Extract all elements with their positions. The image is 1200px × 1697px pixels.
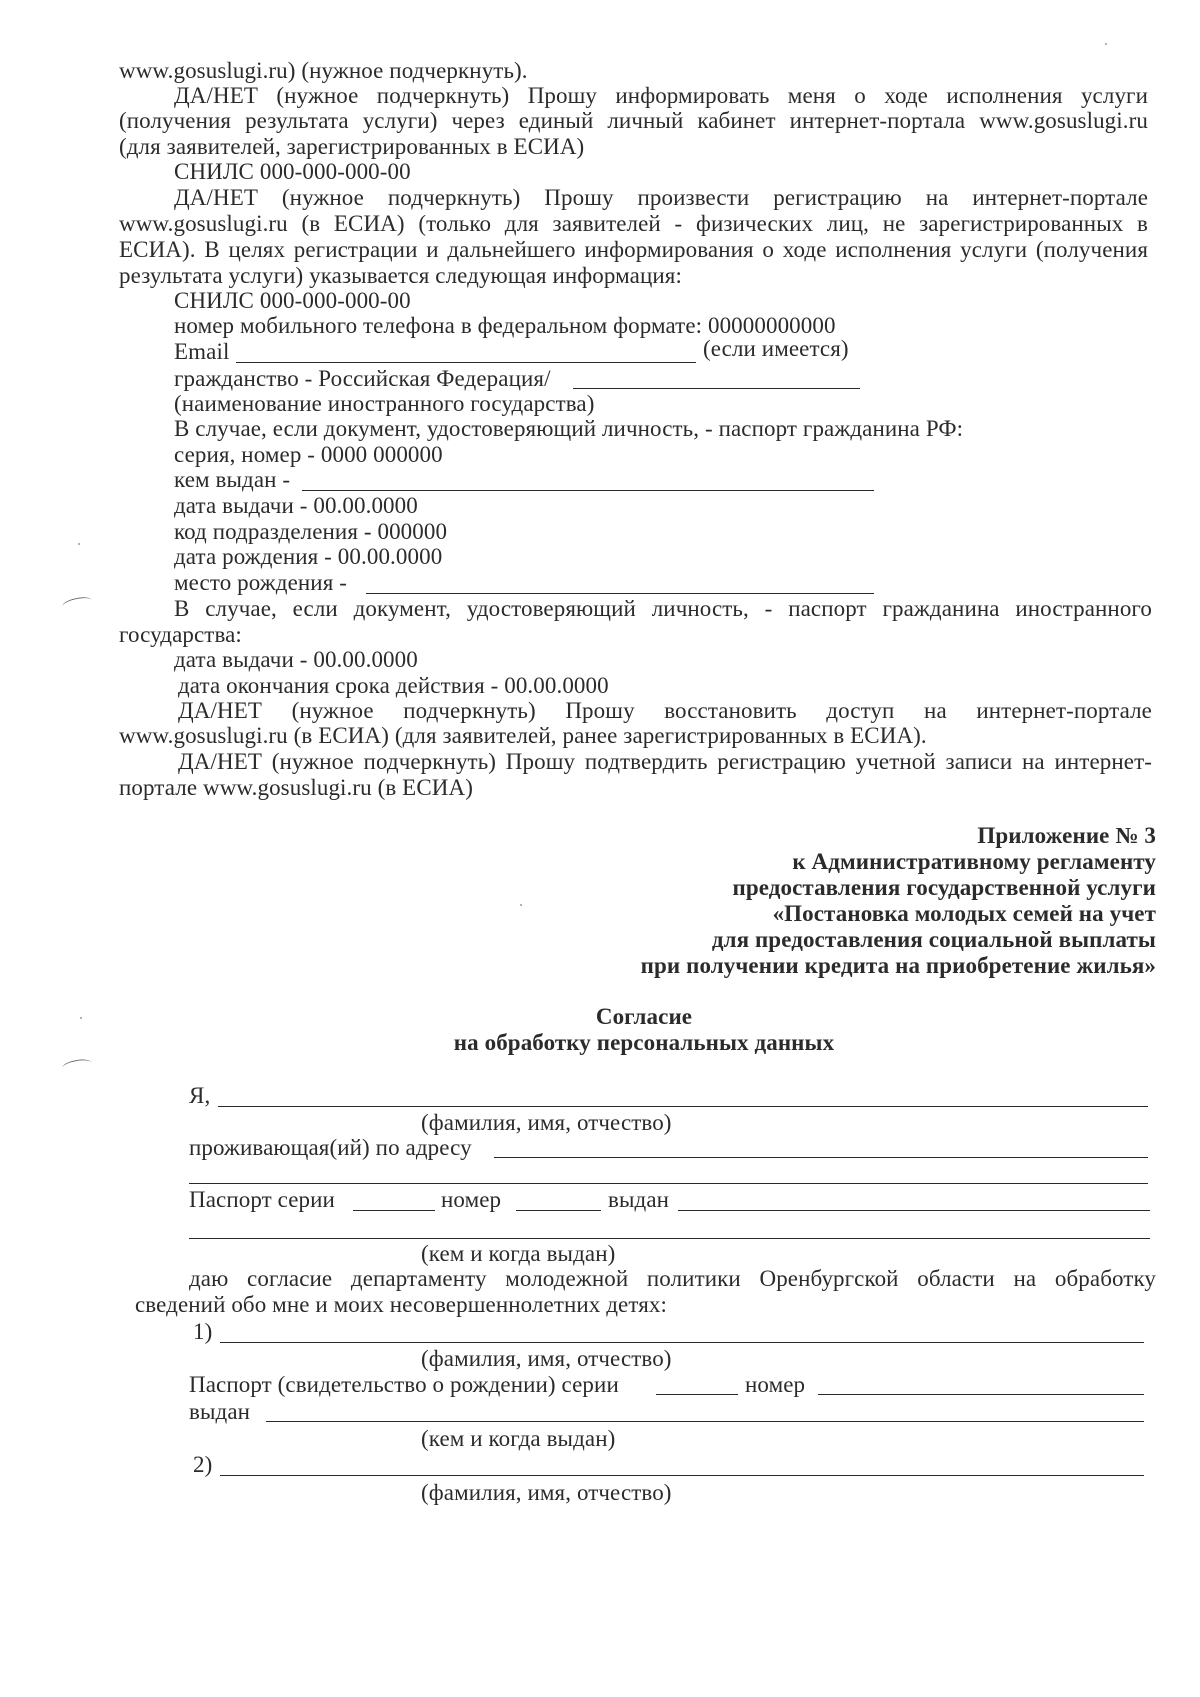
child-2-number: 2) [193,1452,213,1477]
text-line: дата выдачи - 00.00.0000 [174,493,418,518]
child-issued-label: выдан [189,1399,251,1424]
address-label: проживающая(ий) по адресу [189,1135,472,1160]
appendix-number: Приложение № 3 [977,823,1156,848]
text-line: (получения результата услуги) через единый личный кабинет интернет-портала www.gosuslugi.ru [119,108,1148,133]
appendix-line: к Административному регламенту [792,849,1156,874]
text-line: ДА/НЕТ (нужное подчеркнуть) Прошу произвести регистрацию на интернет-портале [174,185,1148,210]
field-caption: (кем и когда выдан) [421,1241,616,1266]
scan-mark [61,595,93,612]
text-line: дата выдачи - 00.00.0000 [174,647,418,672]
consent-title: Согласие [595,1004,693,1029]
applicant-name-field[interactable] [218,1106,1148,1107]
text-line: код подразделения - 000000 [174,519,448,544]
passport-issued-field-continuation[interactable] [189,1238,1150,1239]
scan-mark [61,1057,92,1073]
scan-speck [520,904,522,906]
text-line: номер мобильного телефона в федеральном формате: 00000000000 [174,313,836,338]
text-line: серия, номер - 0000 000000 [174,442,443,467]
appendix-line: предоставления государственной услуги [732,875,1156,900]
citizenship-blank-line [573,388,860,389]
text-line: СНИЛС 000-000-000-00 [174,159,411,184]
child-doc-series-label: Паспорт (свидетельство о рождении) серии [189,1372,619,1397]
text-line: ДА/НЕТ (нужное подчеркнуть) Прошу восстановить доступ на интернет-портале [178,698,1152,723]
text-line: СНИЛС 000-000-000-00 [174,288,411,313]
birthplace-blank-line [366,593,874,594]
scan-speck [1105,43,1107,45]
text-line: портале www.gosuslugi.ru (в ЕСИА) [119,775,473,800]
passport-series-field[interactable] [353,1210,435,1211]
issued-by-label: кем выдан - [174,467,291,492]
field-caption: (фамилия, имя, отчество) [421,1480,672,1505]
appendix-line: «Постановка молодых семей на учет [772,901,1156,926]
text-line: В случае, если документ, удостоверяющий личность, - паспорт гражданина иностранного [174,596,1152,621]
scan-speck [80,1017,82,1019]
text-line: результата услуги) указывается следующая информация: [119,263,682,288]
child-1-number: 1) [193,1319,213,1344]
consent-subtitle: на обработку персональных данных [453,1030,835,1055]
child-2-name-field[interactable] [220,1475,1144,1476]
child-doc-number-label: номер [745,1372,806,1397]
text-line: www.gosuslugi.ru (в ЕСИА) (для заявителей, ранее зарегистрированных в ЕСИА). [119,723,927,748]
citizenship-label: гражданство - Российская Федерация/ [174,366,551,391]
text-line: дата окончания срока действия - 00.00.0000 [178,673,609,698]
passport-issued-label: выдан [608,1187,670,1212]
child-doc-number-field[interactable] [818,1394,1144,1395]
address-field[interactable] [494,1157,1148,1158]
text-line: www.gosuslugi.ru) (нужное подчеркнуть). [119,58,528,83]
passport-number-field[interactable] [516,1210,601,1211]
child-1-name-field[interactable] [220,1342,1144,1343]
address-field-continuation[interactable] [189,1183,1148,1184]
text-line: (если имеется) [703,336,849,361]
text-line: дата рождения - 00.00.0000 [174,544,443,569]
scan-speck [78,543,80,545]
birthplace-label: место рождения - [174,570,347,595]
text-line: (для заявителей, зарегистрированных в ЕСИА) [119,134,585,159]
text-line: государства: [119,622,242,647]
appendix-line: при получении кредита на приобретение жилья» [640,953,1156,978]
field-caption: (фамилия, имя, отчество) [421,1346,672,1371]
text-line: сведений обо мне и моих несовершеннолетних детях: [135,1292,667,1317]
passport-number-label: номер [441,1187,502,1212]
child-doc-series-field[interactable] [656,1394,738,1395]
text-line: В случае, если документ, удостоверяющий личность, - паспорт гражданина РФ: [174,416,964,441]
email-blank-line [236,362,696,363]
passport-series-label: Паспорт серии [189,1187,335,1212]
passport-issued-field[interactable] [678,1210,1150,1211]
field-caption: (кем и когда выдан) [421,1426,616,1451]
child-issued-field[interactable] [266,1421,1144,1422]
text-line: ДА/НЕТ (нужное подчеркнуть) Прошу информировать меня о ходе исполнения услуги [174,83,1148,108]
text-line: даю согласие департаменту молодежной политики Оренбургской области на обработку [189,1266,1156,1291]
text-line: ЕСИА). В целях регистрации и дальнейшего информирования о ходе исполнения услуги (получения [119,237,1148,262]
text-line: ДА/НЕТ (нужное подчеркнуть) Прошу подтвердить регистрацию учетной записи на интернет- [178,749,1152,774]
text-line: (наименование иностранного государства) [174,391,595,416]
issued-by-blank-line [302,490,874,491]
i-label: Я, [189,1083,211,1108]
appendix-line: для предоставления социальной выплаты [711,927,1156,952]
field-caption: (фамилия, имя, отчество) [421,1110,672,1135]
email-label: Email [174,339,230,364]
text-line: www.gosuslugi.ru (в ЕСИА) (только для заявителей - физических лиц, не зарегистрированных в [119,211,1148,236]
